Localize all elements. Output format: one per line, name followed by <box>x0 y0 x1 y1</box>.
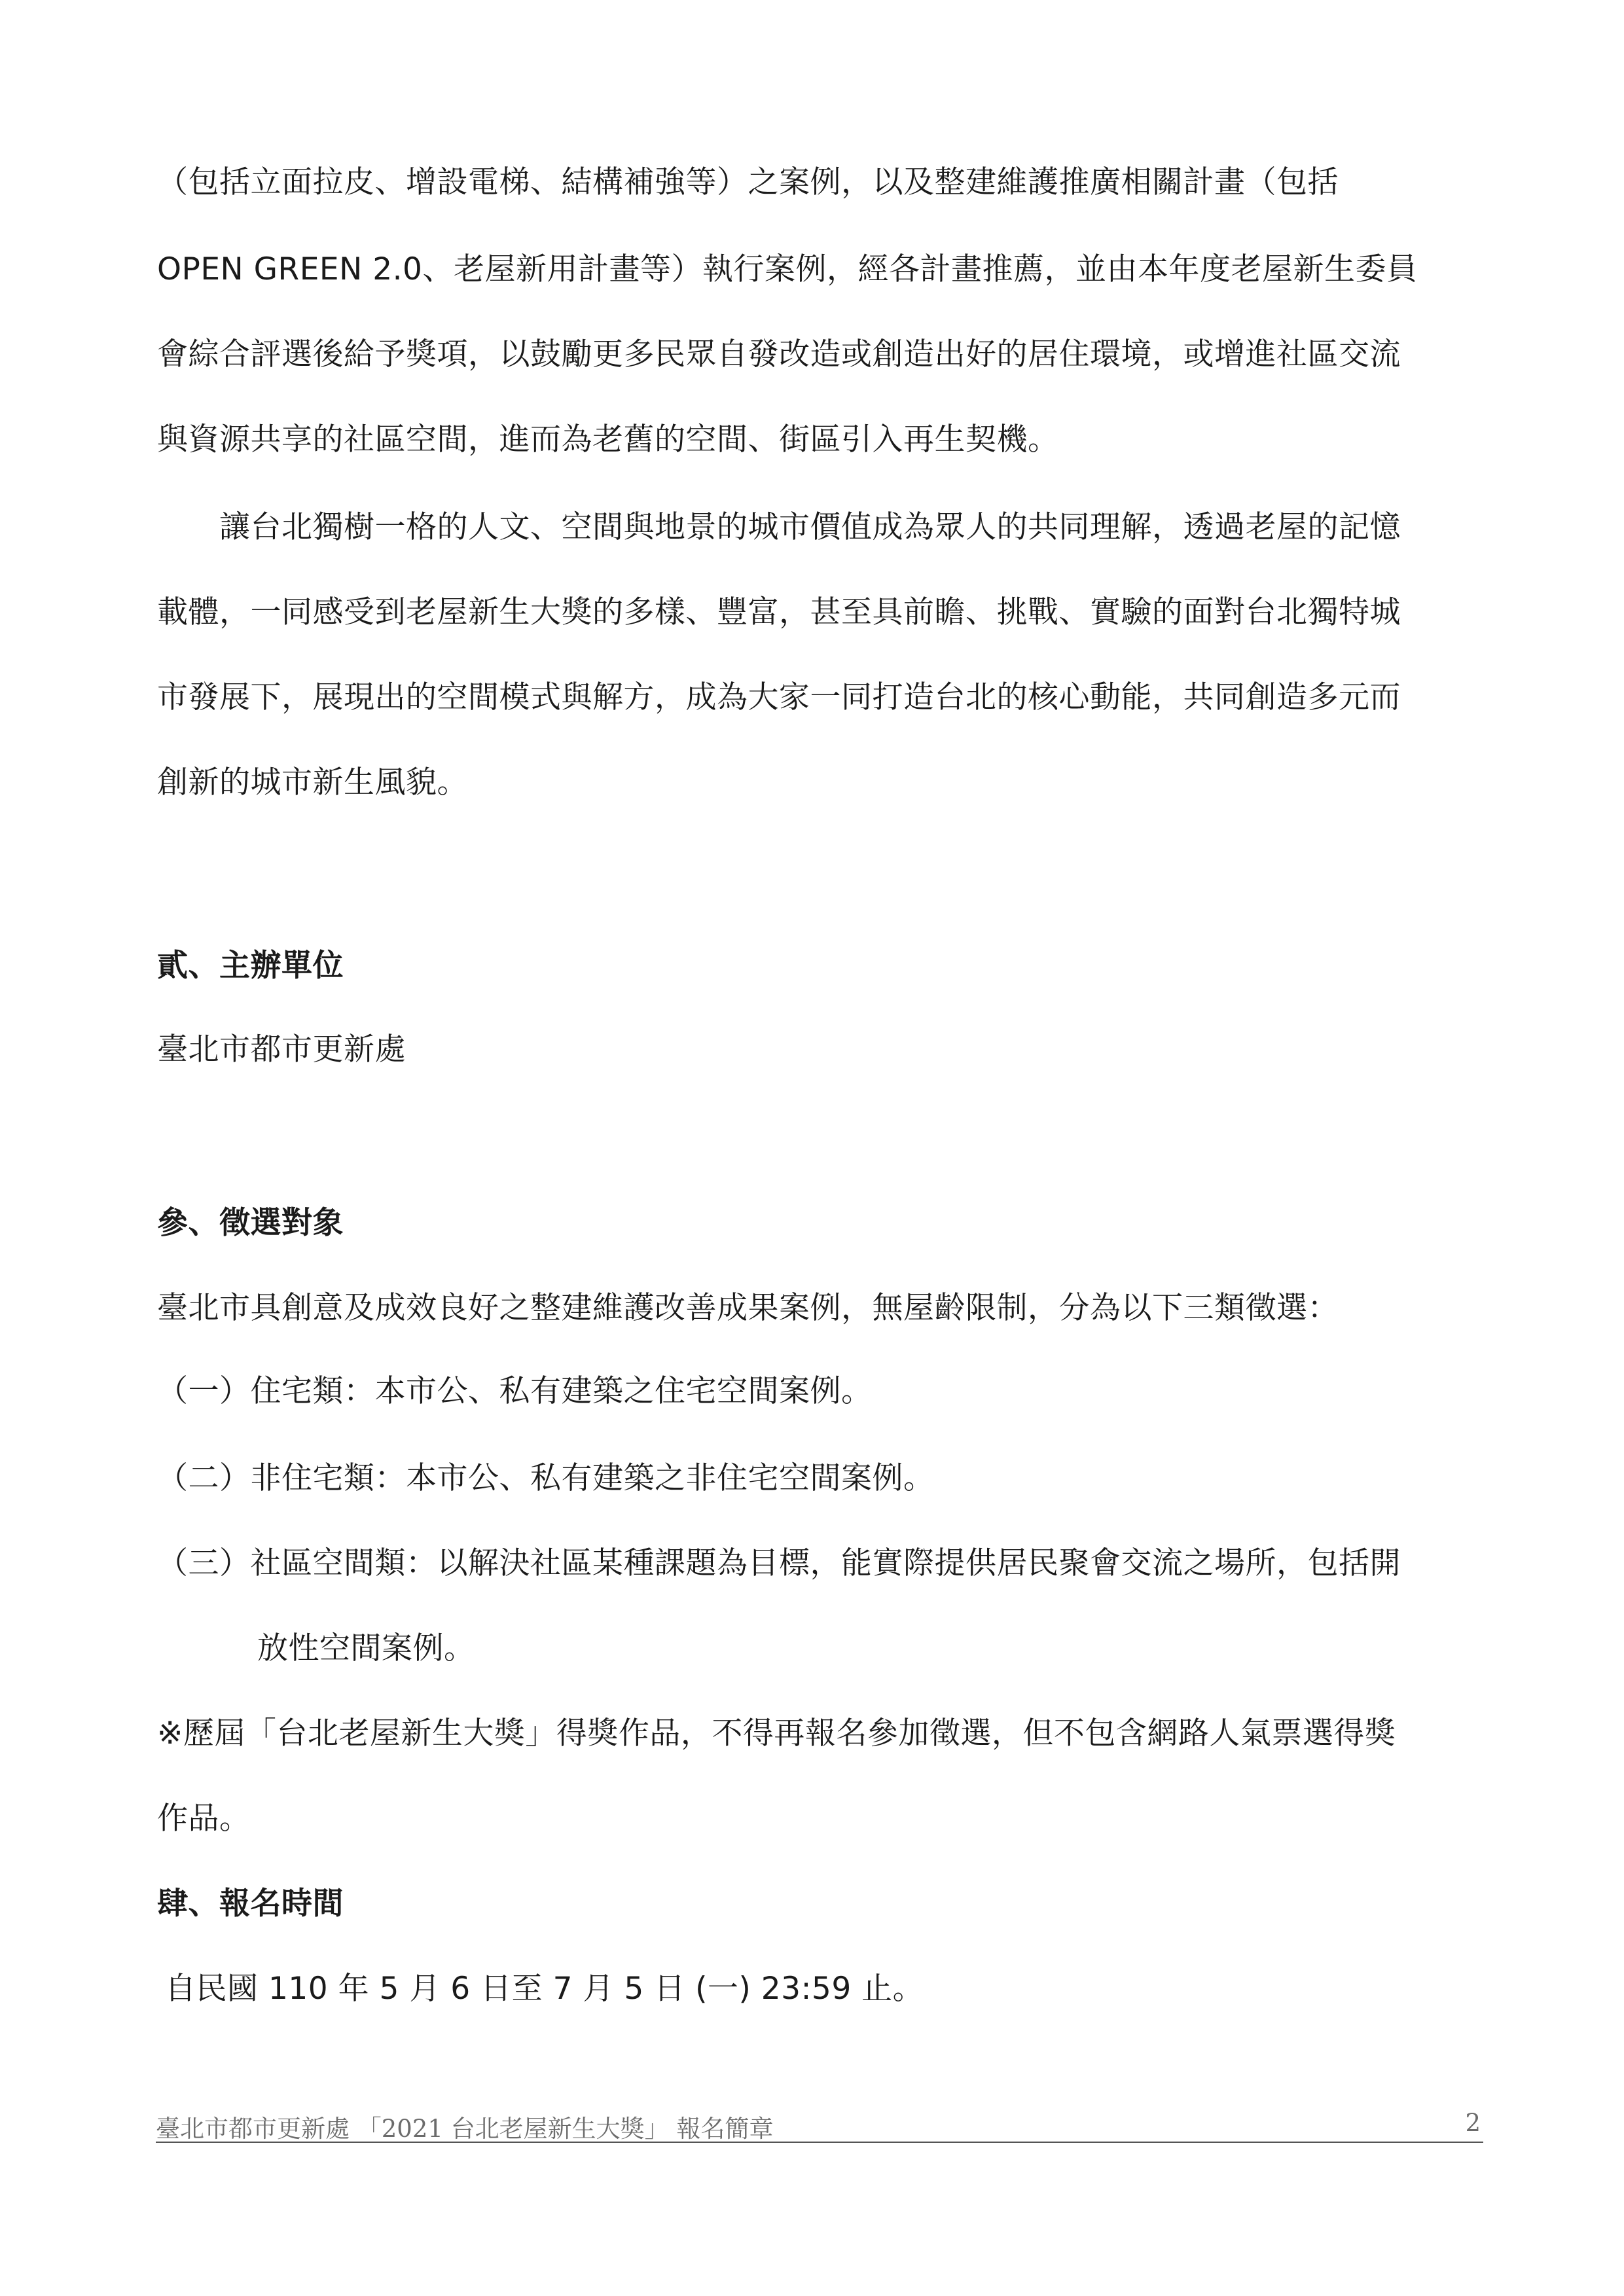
intro-line-2: OPEN GREEN 2.0、老屋新用計畫等）執行案例，經各計畫推薦，並由本年度老屋新生委員 <box>157 251 1418 287</box>
page-number: 2 <box>1465 2109 1481 2137</box>
footer-title: 臺北市都市更新處 「2021 台北老屋新生大獎」 報名簡章 <box>156 2115 774 2143</box>
organizer-heading: 貳、主辦單位 <box>157 948 344 984</box>
period-heading: 肆、報名時間 <box>157 1886 344 1922</box>
target-item-residential: （一）住宅類：本市公、私有建築之住宅空間案例。 <box>157 1373 873 1409</box>
targets-note-line-2: 作品。 <box>157 1801 251 1837</box>
intro-line-1: （包括立面拉皮、增設電梯、結構補強等）之案例，以及整建維護推廣相關計畫（包括 <box>157 164 1339 200</box>
intro-line-3: 會綜合評選後給予獎項，以鼓勵更多民眾自發改造或創造出好的居住環境，或增進社區交流 <box>157 336 1401 372</box>
vision-line-1: 讓台北獨樹一格的人文、空間與地景的城市價值成為眾人的共同理解，透過老屋的記憶 <box>219 509 1401 545</box>
intro-line-4: 與資源共享的社區空間，進而為老舊的空間、街區引入再生契機。 <box>157 422 1059 457</box>
vision-line-4: 創新的城市新生風貌。 <box>157 764 468 800</box>
targets-note-line-1: ※歷屆「台北老屋新生大獎」得獎作品，不得再報名參加徵選，但不包含網路人氣票選得獎 <box>157 1715 1396 1751</box>
period-body: 自民國 110 年 5 月 6 日至 7 月 5 日 (一) 23:59 止。 <box>165 1971 924 2007</box>
target-item-community-cont: 放性空間案例。 <box>257 1630 475 1666</box>
target-item-community: （三）社區空間類：以解決社區某種課題為目標，能實際提供居民聚會交流之場所，包括開 <box>157 1545 1401 1581</box>
vision-line-3: 市發展下，展現出的空間模式與解方，成為大家一同打造台北的核心動能，共同創造多元而 <box>157 679 1401 715</box>
vision-line-2: 載體，一同感受到老屋新生大獎的多樣、豐富，甚至具前瞻、挑戰、實驗的面對台北獨特城 <box>157 594 1401 630</box>
target-item-non-residential: （二）非住宅類：本市公、私有建築之非住宅空間案例。 <box>157 1460 935 1496</box>
targets-intro: 臺北市具創意及成效良好之整建維護改善成果案例，無屋齡限制，分為以下三類徵選： <box>157 1290 1339 1326</box>
organizer-body: 臺北市都市更新處 <box>157 1031 406 1067</box>
page-footer <box>156 2109 1483 2143</box>
targets-heading: 參、徵選對象 <box>157 1205 344 1241</box>
